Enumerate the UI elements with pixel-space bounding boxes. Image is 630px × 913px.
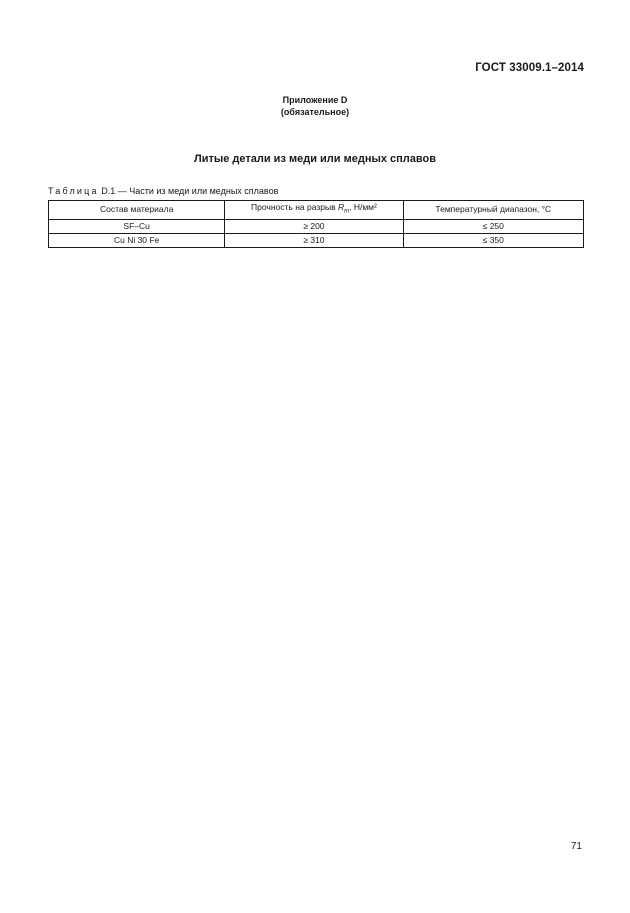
cell-temperature: ≤ 250 [403,219,583,233]
cell-material: Cu Ni 30 Fe [49,233,225,247]
table-caption-text: D.1 — Части из меди или медных сплавов [98,186,279,196]
table-row [49,219,584,233]
header-temperature: Температурный диапазон, °С [403,201,583,220]
section-title: Литые детали из меди или медных сплавов [193,153,437,165]
table-header-row [49,201,584,220]
header-strength-symbol: R [337,202,345,212]
document-code: ГОСТ 33009.1–2014 [475,62,584,74]
header-strength [225,201,403,220]
cell-strength: ≥ 200 [225,219,403,233]
appendix-status: (обязательное) [280,107,350,117]
materials-table [48,200,584,248]
cell-material: SF–Cu [49,219,225,233]
header-material: Состав материала [49,201,225,220]
appendix-heading [0,94,630,118]
table-row [49,233,584,247]
header-strength-text: Прочность на разрыв [251,202,338,212]
table-caption [48,186,278,196]
header-strength-subscript: m [344,208,350,215]
cell-temperature: ≤ 350 [403,233,583,247]
page-number: 71 [570,841,582,852]
cell-strength: ≥ 310 [225,233,403,247]
table-caption-prefix: Таблица [48,186,99,196]
appendix-label: Приложение D [282,95,348,105]
header-strength-unit: , Н/мм² [349,202,377,212]
